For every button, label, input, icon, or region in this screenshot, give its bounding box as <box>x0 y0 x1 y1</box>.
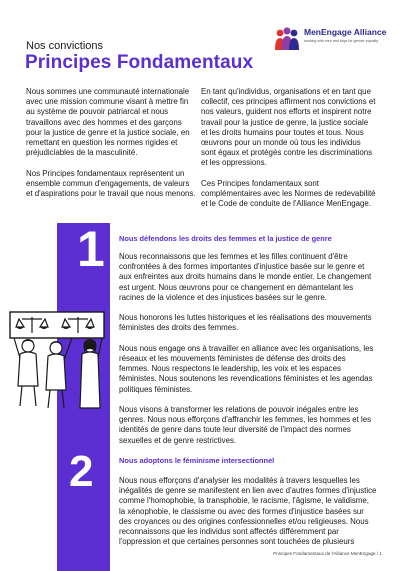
section-1-body <box>119 252 377 456</box>
intro-paragraph: En tant qu'individus, organisations et en tant que collectif, ces principes affirment nos convictions et nos valeurs, guident nos efforts et inspirent notre travail pour la justice de genre, la justice sociale et les droits humains pour toutes et tous. Nous œuvrons pour un monde où tous les individus sont égaux et protégés contre les discriminations et les oppressions. <box>201 87 376 168</box>
section-paragraph: Nous nous engage ons à travailler en alliance avec les organisations, les réseaux et les mouvements féministes de défense des droits des femmes. Nous respectons le leadership, les voix et les espaces féministes. Nous soutenons les revendications féministes et les agendas politiques féministes. <box>119 343 374 394</box>
intro-right-column <box>201 87 376 220</box>
section-paragraph: Nous reconnaissons que les femmes et les filles continuent d'être confrontées à des formes importantes d'injustice basée sur le genre et aux enfreintes aux droits humains dans le monde entier. Le changement est urgent. Nous œuvrons pour ce changement en démantelant les racines de la violence et des injustices basées sur le genre. <box>119 252 372 302</box>
section-number-2: 2 <box>69 447 94 496</box>
logo-tagline: working with men and boys for gender equality <box>304 39 379 43</box>
section-eyebrow: Nos convictions <box>26 40 104 52</box>
menengage-people-logo-icon <box>274 26 300 52</box>
logo-name: MenEngage Alliance <box>304 27 387 37</box>
page-title: Principes Fondamentaux <box>25 52 254 73</box>
intro-left-column <box>26 87 196 209</box>
section-paragraph: Nous visons à transformer les relations de pouvoir inégales entre les genres. Nous nous efforçons d'affranchir les femmes, les hommes et les identités de genre dans toute leur diversité de l'impact des normes sexuelles et de genre restrictives. <box>119 405 372 445</box>
section-paragraph: Nous nous efforçons d'analyser les modalités à travers lesquelles les inégalités de genre se manifestent en lien avec d'autres formes d'injustice comme l'homophobie, la transphobie, le racisme, l'âgisme, le validisme, la xénophobie, le classisme ou avec des formes d'injustice basées sur des croyances ou des origines confessionnelles et/ou religieuses. Nous reconnaissons que les individus sont affectés différemment par l'oppression et que certaines personnes sont touchées de plusieurs <box>119 476 377 547</box>
section-2-heading: Nous adoptons le féminisme intersectionnel <box>119 456 275 465</box>
page-footer: Principes Fondamentaux de l'Alliance MenEngage / 1 <box>273 551 382 556</box>
intro-paragraph: Nous sommes une communauté internationale avec une mission commune visant à mettre fin au système de pouvoir patriarcal et nous travaillons avec des hommes et des garçons pour la justice de genre et la justice sociale, en remettant en question les normes rigides et préjudiciables de la masculinité. <box>26 87 190 158</box>
section-1-heading: Nous défendons les droits des femmes et la justice de genre <box>119 234 332 243</box>
people-holding-scales-banner-icon <box>8 290 112 410</box>
intro-paragraph: Nos Principes fondamentaux représentent un ensemble commun d'engagements, de valeurs et d'aspirations pour le travail que nous menons. <box>26 168 196 199</box>
intro-paragraph: Ces Principes fondamentaux sont complémentaires avec les Normes de redevabilité et le Code de conduite de l'Alliance MenEngage. <box>201 178 376 209</box>
section-number-1: 1 <box>77 221 105 277</box>
section-paragraph: Nous honorons les luttes historiques et les réalisations des mouvements féministes des droits des femmes. <box>119 313 372 333</box>
menengage-logo <box>274 24 387 54</box>
section-2-body <box>119 476 377 547</box>
sidebar-band-lower <box>91 440 110 571</box>
